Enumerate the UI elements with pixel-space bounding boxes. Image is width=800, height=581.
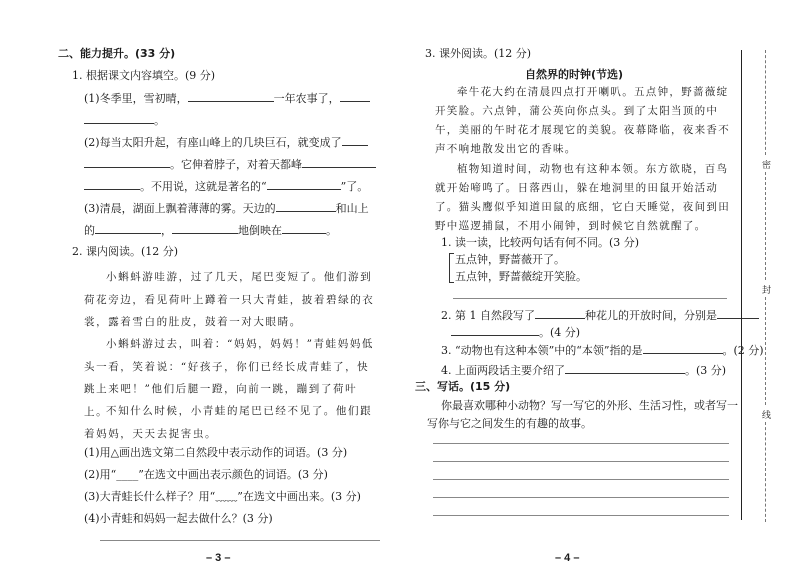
blank[interactable] bbox=[188, 91, 274, 102]
answer-line[interactable] bbox=[453, 298, 727, 299]
q2-item-3: (3)大青蛙长什么样子？用“﹏﹏”在选文中画出来。(3 分) bbox=[84, 490, 361, 503]
blank[interactable] bbox=[643, 343, 723, 354]
q1-item-2-line-1 bbox=[84, 135, 368, 150]
writing-line[interactable] bbox=[433, 515, 729, 516]
blank[interactable] bbox=[717, 308, 759, 319]
q1-item-3-line-2 bbox=[84, 223, 337, 238]
seal-char-xian: 线 bbox=[762, 411, 772, 421]
q3-item-3 bbox=[441, 343, 764, 358]
blank[interactable] bbox=[340, 91, 370, 102]
q3-item-4 bbox=[441, 363, 726, 378]
q1-1-text-a: (1)冬季里，雪初晴， bbox=[84, 92, 188, 105]
q1-3-text-e: 地倒映在 bbox=[238, 224, 282, 237]
sentence-1: 五点钟，野蔷薇开了。 bbox=[455, 253, 565, 266]
q3-4-text-b: 。(3 分) bbox=[685, 364, 727, 377]
seal-char-feng: 封 bbox=[762, 286, 772, 296]
reading-paragraph-2: 植物知道时间，动物也有这种本领。东方欲晓，百鸟就开始啼鸣了。日落西山，躲在地洞里的田鼠开始活动了。猫头鹰似乎知道田鼠的底细，它白天睡觉，夜间到田野中巡逻捕鼠，不用小闹钟，到时候它自然就醒了。 bbox=[435, 163, 730, 232]
writing-line[interactable] bbox=[433, 443, 729, 444]
q3-3-text-b: 。(2 分) bbox=[722, 344, 764, 357]
blank[interactable] bbox=[267, 179, 341, 190]
blank[interactable] bbox=[84, 157, 170, 168]
q3-2-text-b: 种花儿的开放时间，分别是 bbox=[584, 309, 717, 322]
q1-2-text-c: 。不用说，这就是著名的“ bbox=[140, 180, 267, 193]
sentence-2: 五点钟，野蔷薇绽开笑脸。 bbox=[455, 270, 587, 283]
seal-line-dash bbox=[765, 422, 766, 522]
writing-prompt-line-2: 写你与它之间发生的有趣的故事。 bbox=[427, 417, 592, 430]
q3-2-text-a: 2. 第 1 自然段写了 bbox=[441, 309, 535, 322]
q1-3-text-c: 的 bbox=[84, 224, 95, 237]
q3-3-text-a: 3. “动物也有这种本领”中的“本领”指的是 bbox=[441, 344, 643, 357]
writing-line[interactable] bbox=[433, 479, 729, 480]
q1-item-1-line-2 bbox=[84, 113, 165, 128]
seal-char-mi: 密 bbox=[762, 161, 772, 171]
q1-item-2-line-2 bbox=[84, 157, 376, 172]
blank[interactable] bbox=[451, 325, 539, 336]
q1-item-2-line-3 bbox=[84, 179, 368, 194]
writing-line[interactable] bbox=[433, 497, 729, 498]
seal-line-dash bbox=[765, 297, 766, 405]
blank[interactable] bbox=[535, 308, 585, 319]
q2-item-2: (2)用“____”在选文中画出表示颜色的词语。(3 分) bbox=[84, 468, 328, 481]
q2-item-4: (4)小青蛙和妈妈一起去做什么？(3 分) bbox=[84, 512, 273, 525]
section-3-heading: 三、写话。(15 分) bbox=[415, 380, 511, 393]
binding-border bbox=[741, 50, 742, 520]
question-1-prompt: 1. 根据课文内容填空。(9 分) bbox=[72, 69, 216, 82]
q1-1-text-c: 。 bbox=[154, 114, 165, 127]
blank[interactable] bbox=[172, 223, 238, 234]
q1-3-text-d: ， bbox=[161, 224, 172, 237]
page-number: – 3 – bbox=[206, 552, 231, 564]
seal-line-dash bbox=[765, 172, 766, 280]
question-2-prompt: 2. 课内阅读。(12 分) bbox=[72, 245, 179, 258]
blank[interactable] bbox=[565, 363, 685, 374]
q3-item-2-line-1 bbox=[441, 308, 759, 323]
blank[interactable] bbox=[276, 201, 336, 212]
q1-2-text-d: ”了。 bbox=[340, 180, 369, 193]
question-3-prompt: 3. 课外阅读。(12 分) bbox=[425, 47, 532, 60]
passage-paragraph-2: 小蝌蚪游过去，叫着：“妈妈，妈妈！”青蛙妈妈低头一看，笑着说：“好孩子，你们已经长成青蛙了，快跳上来吧！”他们后腿一蹬，向前一跳，蹦到了荷叶上。 bbox=[84, 338, 375, 418]
q1-2-text-a: (2)每当太阳升起，有座山峰上的几块巨石，就变成了 bbox=[84, 136, 342, 149]
section-2-heading: 二、能力提升。(33 分) bbox=[58, 47, 176, 60]
writing-line[interactable] bbox=[433, 461, 729, 462]
blank[interactable] bbox=[342, 135, 368, 146]
q1-item-1-line-1 bbox=[84, 91, 370, 106]
reading-paragraph-1: 牵牛花大约在清晨四点打开喇叭。五点钟，野蔷薇绽开笑脸。六点钟，蒲公英向你点头。到了太阳当顶的中午，美丽的午时花才展现它的美貌。夜幕降临，夜来香不声不响地散发出它的香味。 bbox=[435, 86, 730, 155]
q3-item-1: 1. 读一读，比较两句话有何不同。(3 分) bbox=[441, 236, 640, 249]
blank[interactable] bbox=[84, 113, 154, 124]
q2-item-1: (1)用△画出选文第二自然段中表示动作的词语。(3 分) bbox=[84, 446, 348, 459]
q1-3-text-f: 。 bbox=[326, 224, 337, 237]
blank[interactable] bbox=[95, 223, 161, 234]
blank[interactable] bbox=[302, 157, 376, 168]
q3-2-text-c: 。(4 分) bbox=[539, 326, 581, 339]
right-page bbox=[405, 0, 764, 581]
bracket bbox=[449, 253, 454, 283]
q3-4-text-a: 4. 上面两段话主要介绍了 bbox=[441, 364, 565, 377]
q1-3-text-a: (3)清晨，湖面上飘着薄薄的雾。天边的 bbox=[84, 202, 276, 215]
passage-paragraph-3: 不知什么时候，小青蛙的尾巴已经不见了。他们跟着妈妈，天天去捉害虫。 bbox=[84, 405, 373, 440]
q1-2-text-b: 。它伸着脖子，对着天都峰 bbox=[170, 158, 302, 171]
writing-prompt-line-1: 你最喜欢哪种小动物？写一写它的外形、生活习性，或者写一 bbox=[441, 399, 738, 412]
page-number: – 4 – bbox=[555, 552, 580, 564]
passage-title: 自然界的时钟(节选) bbox=[525, 68, 624, 81]
q1-item-3-line-1 bbox=[84, 201, 369, 216]
seal-line-dash bbox=[765, 50, 766, 155]
q1-3-text-b: 和山上 bbox=[335, 202, 369, 215]
passage-paragraph-1: 小蝌蚪游哇游，过了几天，尾巴变短了。他们游到荷花旁边，看见荷叶上蹲着一只大青蛙，披着碧绿的衣裳，露着雪白的肚皮，鼓着一对大眼睛。 bbox=[84, 271, 375, 328]
q3-item-2-line-2 bbox=[451, 325, 580, 340]
blank[interactable] bbox=[282, 223, 326, 234]
blank[interactable] bbox=[84, 179, 140, 190]
answer-line[interactable] bbox=[100, 540, 380, 541]
q1-1-text-b: 一年农事了， bbox=[273, 92, 340, 105]
